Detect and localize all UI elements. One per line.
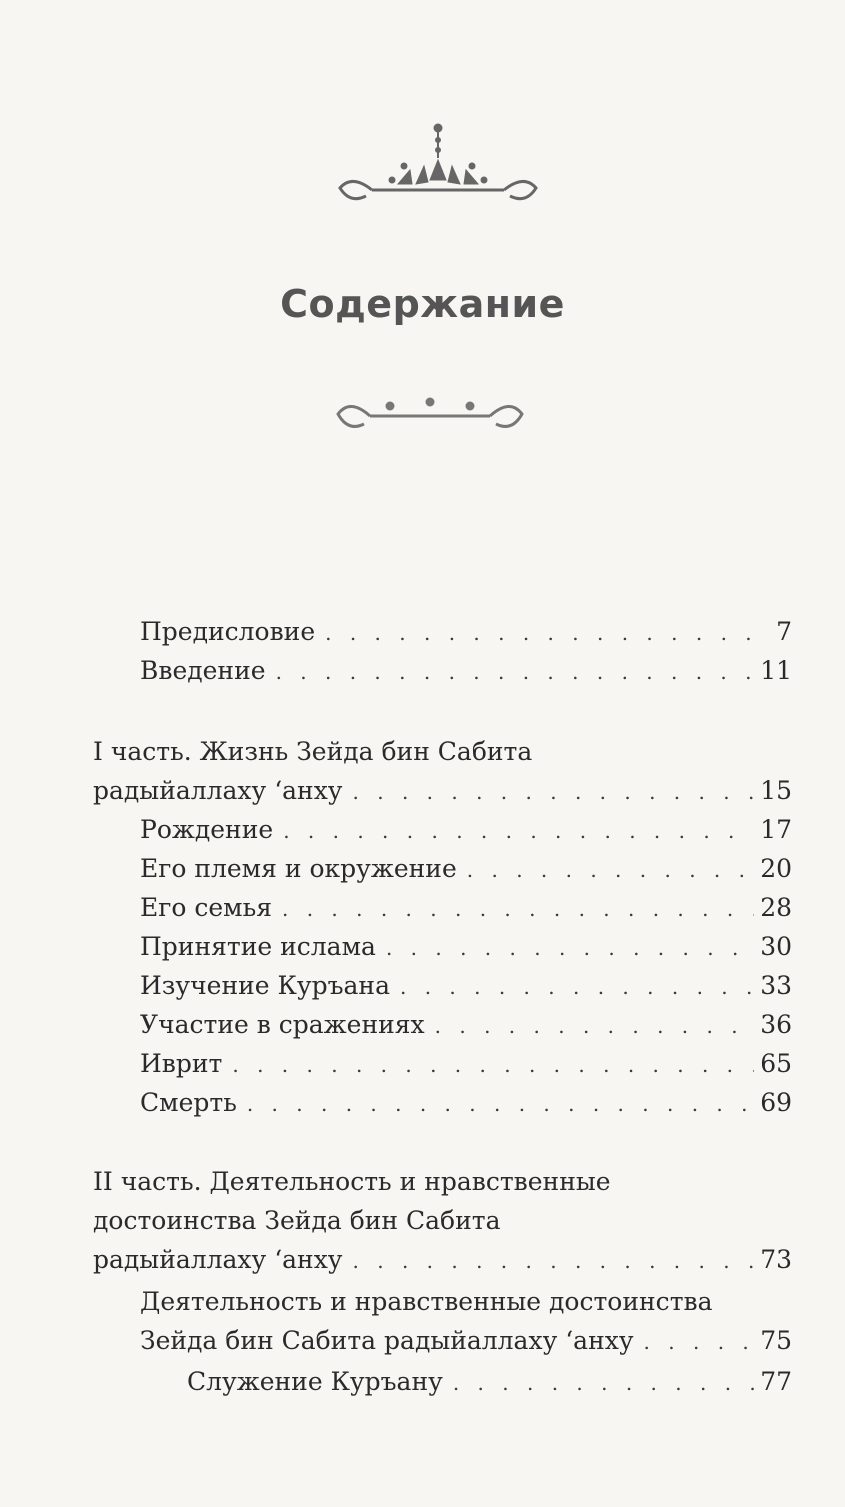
toc-entry-quran-service[interactable] bbox=[187, 1362, 792, 1402]
toc-entry-label: Изучение Куръана bbox=[140, 971, 390, 1000]
toc-entry-label: Участие в сражениях bbox=[140, 1010, 425, 1039]
dot-leader bbox=[400, 967, 754, 1007]
dot-leader bbox=[353, 1241, 755, 1281]
page-title: Содержание bbox=[280, 282, 565, 326]
toc-page-number: 20 bbox=[760, 854, 792, 883]
dot-leader bbox=[386, 928, 754, 968]
dot-leader bbox=[325, 613, 758, 653]
top-ornament bbox=[0, 118, 845, 208]
toc-entry-introduction[interactable] bbox=[140, 651, 792, 691]
toc-entry-family[interactable] bbox=[140, 888, 792, 928]
dot-leader bbox=[282, 889, 754, 929]
toc-entry-label: радыйаллаху ‘анху bbox=[93, 1245, 343, 1274]
toc-entry-label: Иврит bbox=[140, 1049, 223, 1078]
toc-entry-quran-study[interactable] bbox=[140, 966, 792, 1006]
toc-page-number: 15 bbox=[760, 776, 792, 805]
dot-leader bbox=[644, 1322, 755, 1362]
toc-activity-heading[interactable]: Деятельность и нравственные достоинства bbox=[140, 1287, 713, 1316]
toc-page-number: 69 bbox=[760, 1088, 792, 1117]
dot-leader bbox=[247, 1084, 754, 1124]
toc-entry-label: Его племя и окружение bbox=[140, 854, 457, 883]
toc-entry-label: Предисловие bbox=[140, 617, 316, 646]
toc-page-number: 73 bbox=[760, 1245, 792, 1274]
dot-leader bbox=[283, 811, 754, 851]
toc-entry-preface[interactable] bbox=[140, 612, 792, 652]
bottom-ornament bbox=[0, 380, 845, 450]
toc-entry-hebrew[interactable] bbox=[140, 1044, 792, 1084]
toc-entry-birth[interactable] bbox=[140, 810, 792, 850]
toc-part2-heading-line1[interactable]: II часть. Деятельность и нравственные bbox=[93, 1167, 611, 1196]
toc-entry-label: Смерть bbox=[140, 1088, 237, 1117]
dot-leader bbox=[435, 1006, 755, 1046]
dot-leader bbox=[353, 772, 755, 812]
toc-page-number: 77 bbox=[760, 1367, 792, 1396]
dot-leader bbox=[453, 1363, 754, 1403]
toc-page-number: 7 bbox=[776, 617, 792, 646]
toc-entry-activity[interactable] bbox=[140, 1321, 792, 1361]
toc-page-number: 11 bbox=[760, 656, 792, 685]
dot-leader bbox=[232, 1045, 754, 1085]
toc-entry-part2[interactable] bbox=[93, 1240, 792, 1280]
toc-entry-label: Введение bbox=[140, 656, 266, 685]
dot-leader bbox=[276, 652, 755, 692]
toc-page-number: 33 bbox=[760, 971, 792, 1000]
toc-entry-label: Его семья bbox=[140, 893, 272, 922]
toc-entry-label: Принятие ислама bbox=[140, 932, 376, 961]
toc-entry-label: Зейда бин Сабита радыйаллаху ‘анху bbox=[140, 1326, 634, 1355]
toc-part1-heading[interactable]: I часть. Жизнь Зейда бин Сабита bbox=[93, 737, 533, 766]
toc-entry-tribe[interactable] bbox=[140, 849, 792, 889]
toc-entry-islam[interactable] bbox=[140, 927, 792, 967]
toc-part2-heading-line2[interactable]: достоинства Зейда бин Сабита bbox=[93, 1206, 501, 1235]
toc-page-number: 28 bbox=[760, 893, 792, 922]
toc-entry-death[interactable] bbox=[140, 1083, 792, 1123]
toc-page-number: 30 bbox=[760, 932, 792, 961]
toc-entry-label: Рождение bbox=[140, 815, 274, 844]
toc-page-number: 36 bbox=[760, 1010, 792, 1039]
toc-entry-label: радыйаллаху ‘анху bbox=[93, 776, 343, 805]
toc-page-number: 75 bbox=[760, 1326, 792, 1355]
toc-page-number: 65 bbox=[760, 1049, 792, 1078]
toc-entry-part1[interactable] bbox=[93, 771, 792, 811]
toc-entry-battles[interactable] bbox=[140, 1005, 792, 1045]
dot-leader bbox=[467, 850, 754, 890]
toc-entry-label: Служение Куръану bbox=[187, 1367, 443, 1396]
toc-page-number: 17 bbox=[760, 815, 792, 844]
